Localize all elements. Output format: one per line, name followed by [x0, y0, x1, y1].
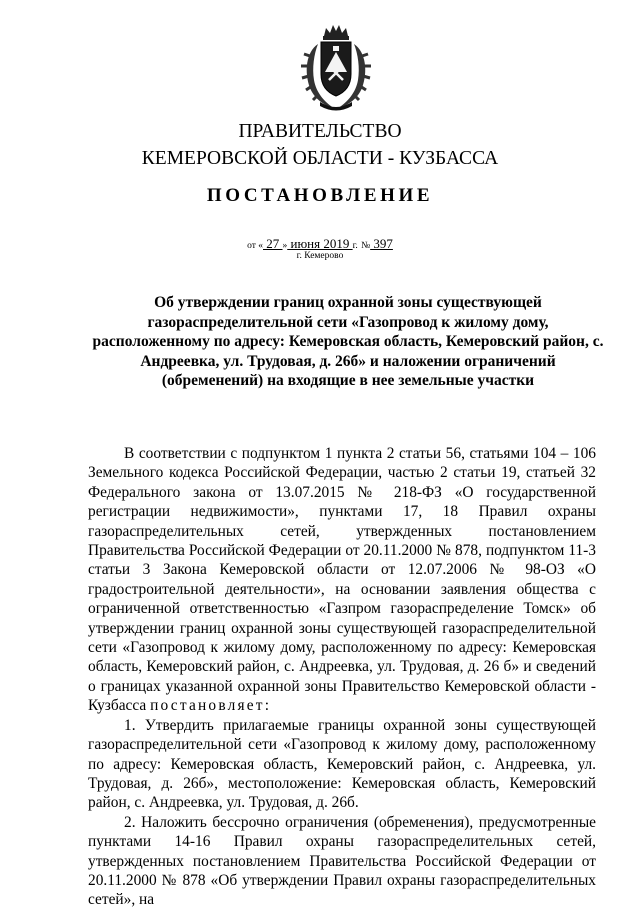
decree-word: постановляет	[150, 697, 265, 715]
document-body	[88, 444, 596, 910]
document-number: 397	[370, 236, 393, 251]
number-label: №	[361, 241, 371, 251]
date-prefix: от «	[247, 241, 263, 251]
coat-of-arms-emblem	[296, 22, 376, 112]
org-name-line2: КЕМЕРОВСКОЙ ОБЛАСТИ - КУЗБАССА	[141, 148, 499, 169]
org-name-line1: ПРАВИТЕЛЬСТВО	[238, 121, 402, 142]
date-day: 27	[263, 236, 283, 251]
decree-colon: :	[264, 697, 269, 715]
intro-text: В соответствии с подпунктом 1 пункта 2 статьи 56, статьями 104 – 106 Земельного кодекса Российской Федерации, частью 2 статьи 19, статьей 32 Федерального закона от 13.07.2015 № 218-ФЗ «О государственной регистрации недвижимости», пунктами 17, 18 Правил охраны газораспределительных сетей, утвержденных постановлением Правительства Российской Федерации от 20.11.2000 № 878, подпунктом 11-3 статьи 3 Закона Кемеровской области от 12.07.2006 № 98-ОЗ «О градостроительной деятельности», на основании заявления общества с ограниченной ответственностью «Газпром газораспределение Томск» об утверждении границ охранной зоны существующей газораспределительной сети «Газопровод к жилому дому, расположенному по адресу: Кемеровская область, Кемеровский район, с. Андреевка, ул. Трудовая, д. 26 б» и сведений о границах указанной охранной зоны Правительство Кемеровской области - Кузбасса	[88, 445, 596, 715]
date-number-line	[0, 236, 640, 252]
document-type: ПОСТАНОВЛЕНИЕ	[206, 185, 434, 206]
date-month-year: июня 2019	[287, 236, 353, 251]
date-year-suffix: г.	[352, 241, 358, 251]
city-name: г. Кемерово	[296, 251, 344, 261]
document-title: Об утверждении границ охранной зоны существующей газораспределительной сети «Газопровод к жилому дому, расположенному по адресу: Кемеровская область, Кемеровский район, с. Андреевка, ул. Трудовая, д. 26б» и наложении ограничений (обременений) на входящие в нее земельные участки	[92, 294, 604, 389]
item-2-paragraph: 2. Наложить бессрочно ограничения (обременения), предусмотренные пунктами 14-16 Правил охраны газораспределительных сетей, утвержденных постановлением Правительства Российской Федерации от 20.11.2000 № 878 «Об утверждении Правил охраны газораспределительных сетей», на	[88, 813, 596, 909]
date-mid: »	[282, 241, 288, 251]
intro-paragraph	[88, 444, 596, 716]
item-1-paragraph: 1. Утвердить прилагаемые границы охранной зоны существующей газораспределительной сети «Газопровод к жилому дому, расположенному по адресу: Кемеровская область, Кемеровский район, с. Андреевка, ул. Трудовая, д. 26б», местоположение: Кемеровская область, Кемеровский район, с. Андреевка, ул. Трудовая, д. 26б.	[88, 716, 596, 812]
